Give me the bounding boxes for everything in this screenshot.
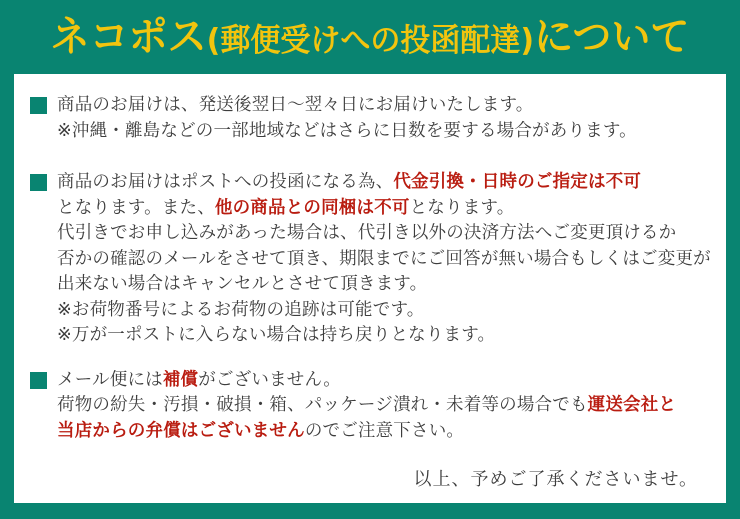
notice-line	[57, 119, 637, 145]
notice-line	[57, 272, 711, 298]
plain-text: ※お荷物番号によるお荷物の追跡は可能です。	[57, 299, 425, 320]
plain-text: となります。	[409, 197, 515, 218]
page-title-segment: ネコポス	[50, 13, 207, 61]
plain-text: メール便には	[57, 369, 163, 390]
closing-note: 以上、予めご了承くださいませ。	[413, 469, 698, 490]
plain-text: のでご注意下さい。	[304, 420, 465, 441]
content-panel	[14, 74, 726, 503]
plain-text: 商品のお届けはポストへの投函になる為、	[57, 172, 394, 192]
plain-text: となります。また、	[57, 197, 215, 218]
page-title-segment: について	[534, 13, 690, 61]
notice-line	[57, 221, 711, 247]
notice-line	[57, 170, 711, 196]
notice-blocks	[30, 93, 712, 444]
notice-line	[57, 368, 676, 394]
page-title-segment: (郵便受けへの投函配達)	[206, 21, 535, 59]
emphasized-text: 当店からの弁償はございません	[57, 420, 305, 441]
notice-line	[57, 298, 711, 324]
notice-block-text	[57, 170, 711, 349]
page-title	[50, 13, 690, 61]
emphasized-text: 運送会社と	[587, 395, 677, 415]
plain-text: 出来ない場合はキャンセルとさせて頂きます。	[57, 274, 428, 294]
notice-line	[57, 247, 711, 273]
plain-text: ※万が一ポストに入らない場合は持ち戻りとなります。	[57, 325, 496, 345]
notice-block-text	[57, 368, 676, 445]
plain-text: ※沖縄・離島などの一部地域などはさらに日数を要する場合があります。	[57, 120, 637, 141]
notice-line	[57, 419, 676, 445]
plain-text: 否かの確認のメールをさせて頂き、期限までにご回答が無い場合もしくはご変更が	[57, 248, 711, 269]
emphasized-text: 代金引換・日時のご指定は不可	[393, 172, 642, 192]
notice-line	[57, 323, 711, 349]
plain-text: がございません。	[198, 369, 341, 390]
bullet-square-icon	[30, 97, 47, 114]
bullet-square-icon	[30, 174, 47, 191]
plain-text: 代引きでお申し込みがあった場合は、代引き以外の決済方法へご変更頂けるか	[57, 223, 677, 243]
notice-line	[57, 93, 637, 119]
plain-text: 商品のお届けは、発送後翌日〜翌々日にお届けいたします。	[57, 95, 534, 115]
notice-header	[0, 0, 740, 74]
notice-line	[57, 196, 711, 222]
emphasized-text: 他の商品との同梱は不可	[214, 197, 410, 218]
notice-block	[30, 170, 712, 349]
bullet-square-icon	[30, 372, 47, 389]
notice-block	[30, 368, 712, 445]
emphasized-text: 補償	[162, 369, 199, 390]
notice-block-text	[57, 93, 637, 144]
plain-text: 荷物の紛失・汚損・破損・箱、パッケージ潰れ・未着等の場合でも	[57, 395, 588, 415]
notice-line	[57, 393, 676, 419]
notice-block	[30, 93, 712, 144]
